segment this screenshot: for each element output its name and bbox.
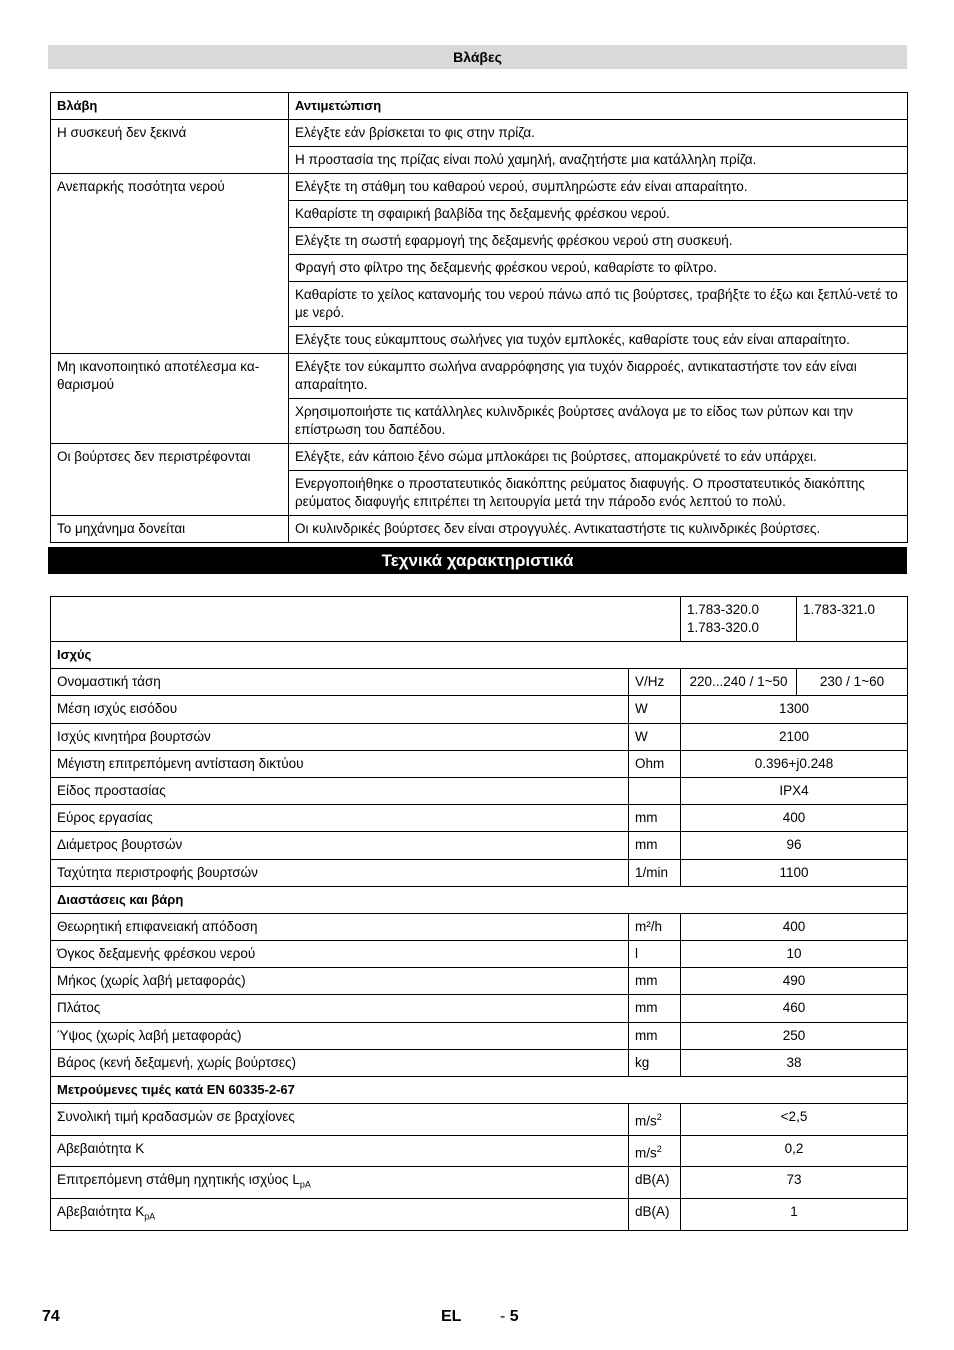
spec-value: 490	[681, 968, 908, 995]
unit-base: m/s	[635, 1145, 657, 1161]
fault-cell: Μη ικανοποιητικό αποτέλεσμα κα-θαρισμού	[51, 354, 289, 444]
spec-row	[51, 832, 908, 859]
spec-value: 1	[681, 1198, 908, 1230]
spec-label: Πλάτος	[51, 995, 629, 1022]
remedy-cell: Ελέγξτε, εάν κάποιο ξένο σώμα μπλοκάρει τις βούρτσες, απομακρύνετέ το εάν υπάρχει.	[289, 444, 908, 471]
spec-value: 2100	[681, 723, 908, 750]
group-heading-dimensions: Διαστάσεις και βάρη	[51, 886, 908, 913]
group-heading-measured: Μετρούμενες τιμές κατά EN 60335-2-67	[51, 1077, 908, 1104]
spec-row	[51, 696, 908, 723]
spec-row	[51, 995, 908, 1022]
spec-label: Μέγιστη επιτρεπόμενη αντίσταση δικτύου	[51, 750, 629, 777]
spec-unit: W	[629, 723, 681, 750]
fault-cell: Οι βούρτσες δεν περιστρέφονται	[51, 444, 289, 516]
model-a-line1: 1.783-320.0	[687, 602, 760, 617]
spec-row	[51, 1198, 908, 1230]
spec-row	[51, 913, 908, 940]
fault-cell: Ανεπαρκής ποσότητα νερού	[51, 174, 289, 354]
spec-value: 0.396+j0.248	[681, 750, 908, 777]
unit-base: m/s	[635, 1113, 657, 1129]
page-number: 74	[42, 1308, 60, 1325]
spec-row	[51, 805, 908, 832]
spec-unit: mm	[629, 1022, 681, 1049]
spec-value: 0,2	[681, 1135, 908, 1167]
group-row	[51, 886, 908, 913]
spec-label: Θεωρητική επιφανειακή απόδοση	[51, 913, 629, 940]
spec-unit: mm	[629, 995, 681, 1022]
spec-row	[51, 941, 908, 968]
spec-label: Μήκος (χωρίς λαβή μεταφοράς)	[51, 968, 629, 995]
section-title: Βλάβες	[453, 49, 502, 65]
table-header-row	[51, 93, 908, 120]
spec-row	[51, 777, 908, 804]
spec-unit: W	[629, 696, 681, 723]
spec-label: Ονομαστική τάση	[51, 669, 629, 696]
header-remedy: Αντιμετώπιση	[289, 93, 908, 120]
remedy-cell: Η προστασία της πρίζας είναι πολύ χαμηλή, αναζητήστε μια κατάλληλη πρίζα.	[289, 147, 908, 174]
spec-value: IPX4	[681, 777, 908, 804]
model-a	[681, 597, 797, 642]
section-header-tech	[48, 547, 907, 574]
remedy-cell: Οι κυλινδρικές βούρτσες δεν είναι στρογγυλές. Αντικαταστήστε τις κυλινδρικές βούρτσες.	[289, 516, 908, 543]
spec-value: 38	[681, 1049, 908, 1076]
remedy-cell: Φραγή στο φίλτρο της δεξαμενής φρέσκου νερού, καθαρίστε το φίλτρο.	[289, 255, 908, 282]
spec-row	[51, 1167, 908, 1199]
label-subscript: pA	[299, 1179, 311, 1190]
spec-unit: dB(A)	[629, 1198, 681, 1230]
remedy-cell: Ελέγξτε τη στάθμη του καθαρού νερού, συμπληρώστε εάν είναι απαραίτητο.	[289, 174, 908, 201]
spec-unit: mm	[629, 832, 681, 859]
fault-cell: Η συσκευή δεν ξεκινά	[51, 120, 289, 174]
empty-cell	[51, 597, 681, 642]
section-title: Τεχνικά χαρακτηριστικά	[381, 550, 574, 570]
spec-label: Βάρος (κενή δεξαμενή, χωρίς βούρτσες)	[51, 1049, 629, 1076]
group-row	[51, 1077, 908, 1104]
spec-unit: dB(A)	[629, 1167, 681, 1199]
section-header-faults	[48, 45, 907, 69]
spec-label: Ταχύτητα περιστροφής βουρτσών	[51, 859, 629, 886]
label-base: Επιτρεπόμενη στάθμη ηχητικής ισχύος L	[57, 1172, 300, 1188]
remedy-cell: Ελέγξτε τον εύκαμπτο σωλήνα αναρρόφησης για τυχόν διαρροές, αντικαταστήστε τον εάν είναι απαραίτητο.	[289, 354, 908, 399]
spec-label: Εύρος εργασίας	[51, 805, 629, 832]
remedy-cell: Ελέγξτε τη σωστή εφαρμογή της δεξαμενής φρέσκου νερού στη συσκευή.	[289, 228, 908, 255]
label-base: Αβεβαιότητα K	[57, 1203, 145, 1219]
spec-value: 400	[681, 805, 908, 832]
spec-row	[51, 1104, 908, 1136]
remedy-cell: Ενεργοποιήθηκε ο προστατευτικός διακόπτης ρεύματος διαφυγής. Ο προστατευτικός διακόπτης ρεύματος διαφυγής επιτρέπει τη λειτουργία μετά την πάροδο ενός λεπτού το πολύ.	[289, 471, 908, 516]
spec-value: 250	[681, 1022, 908, 1049]
language-code: EL	[441, 1308, 462, 1325]
spec-label: Ισχύς κινητήρα βουρτσών	[51, 723, 629, 750]
label-subscript: pA	[144, 1211, 156, 1222]
fault-row	[51, 516, 908, 543]
spec-label: Όγκος δεξαμενής φρέσκου νερού	[51, 941, 629, 968]
header-fault: Βλάβη	[51, 93, 289, 120]
spec-unit	[629, 777, 681, 804]
fault-cell: Το μηχάνημα δονείται	[51, 516, 289, 543]
spec-value: 1300	[681, 696, 908, 723]
spec-unit: mm	[629, 968, 681, 995]
spec-row	[51, 1135, 908, 1167]
remedy-cell: Ελέγξτε τους εύκαμπτους σωλήνες για τυχόν εμπλοκές, καθαρίστε τους εάν είναι απαραίτητο.	[289, 327, 908, 354]
spec-label	[51, 1198, 629, 1230]
spec-unit: kg	[629, 1049, 681, 1076]
section-page-number	[500, 1308, 519, 1326]
spec-label: Είδος προστασίας	[51, 777, 629, 804]
dash: -	[500, 1308, 506, 1325]
spec-label	[51, 1167, 629, 1199]
model-b: 1.783-321.0	[797, 597, 908, 642]
unit-exponent: 2	[656, 1143, 662, 1154]
spec-value: 73	[681, 1167, 908, 1199]
spec-row	[51, 1022, 908, 1049]
spec-unit: V/Hz	[629, 669, 681, 696]
spec-unit: mm	[629, 805, 681, 832]
spec-unit	[629, 1104, 681, 1136]
spec-value: 400	[681, 913, 908, 940]
spec-unit: 1/min	[629, 859, 681, 886]
spec-row	[51, 669, 908, 696]
unit-exponent: 2	[656, 1112, 662, 1123]
remedy-cell: Ελέγξτε εάν βρίσκεται το φις στην πρίζα.	[289, 120, 908, 147]
model-a-line2: 1.783-320.0	[687, 620, 760, 635]
spec-label: Συνολική τιμή κραδασμών σε βραχίονες	[51, 1104, 629, 1136]
remedy-cell: Καθαρίστε τη σφαιρική βαλβίδα της δεξαμενής φρέσκου νερού.	[289, 201, 908, 228]
models-row	[51, 597, 908, 642]
spec-label: Διάμετρος βουρτσών	[51, 832, 629, 859]
spec-row	[51, 968, 908, 995]
fault-row	[51, 354, 908, 399]
spec-unit: m²/h	[629, 913, 681, 940]
fault-row	[51, 120, 908, 147]
spec-row	[51, 723, 908, 750]
spec-value-b: 230 / 1~60	[797, 669, 908, 696]
remedy-cell: Καθαρίστε το χείλος κατανομής του νερού πάνω από τις βούρτσες, τραβήξτε το έξω και ξεπλύ-νετέ το με νερό.	[289, 282, 908, 327]
spec-value-a: 220...240 / 1~50	[681, 669, 797, 696]
spec-row	[51, 859, 908, 886]
spec-unit	[629, 1135, 681, 1167]
spec-unit: l	[629, 941, 681, 968]
spec-label: Μέση ισχύς εισόδου	[51, 696, 629, 723]
spec-unit: Ohm	[629, 750, 681, 777]
spec-value: 460	[681, 995, 908, 1022]
spec-row	[51, 1049, 908, 1076]
remedy-cell: Χρησιμοποιήστε τις κατάλληλες κυλινδρικές βούρτσες ανάλογα με το είδος των ρύπων και την επίστρωση του δαπέδου.	[289, 399, 908, 444]
faults-table	[50, 92, 908, 543]
fault-row	[51, 174, 908, 201]
spec-label: Ύψος (χωρίς λαβή μεταφοράς)	[51, 1022, 629, 1049]
spec-value: 96	[681, 832, 908, 859]
section-number: 5	[509, 1308, 519, 1325]
spec-row	[51, 750, 908, 777]
spec-value: 1100	[681, 859, 908, 886]
tech-specs-table	[50, 596, 908, 1231]
group-heading-power: Ισχύς	[51, 642, 908, 669]
spec-value: 10	[681, 941, 908, 968]
fault-row	[51, 444, 908, 471]
spec-value: <2,5	[681, 1104, 908, 1136]
group-row	[51, 642, 908, 669]
spec-label: Αβεβαιότητα K	[51, 1135, 629, 1167]
